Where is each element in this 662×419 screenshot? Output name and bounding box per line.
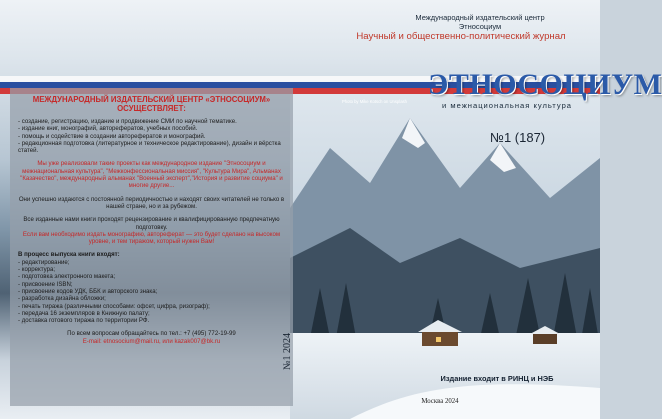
process-heading: В процесс выпуска книги входят: xyxy=(18,251,120,259)
process-item: - подготовка электронного макета; xyxy=(18,273,116,281)
process-item: - печать тиража (различными способами: офсет, цифра, ризограф); xyxy=(18,302,210,310)
process-item: - присвоение кодов УДК, ББК и авторского знака; xyxy=(18,287,158,295)
offer-text: Если вам необходимо издать монографию, автореферат — это будет сделано на высоком уровне, и тем тиражом, который нужен Вам! xyxy=(22,230,281,246)
projects-text: Мы уже реализовали такие проекты как международное издание "Этносоциум и межнациональная культура", "Межконфессиональная миссия", "Культура Мира", Альманах "Казачество", международный альманах "Военный эксперт","История и развитие социума" и многие другие... xyxy=(20,160,283,190)
rinc-notice: Издание входит в РИНЦ и НЭБ xyxy=(440,374,554,383)
process-item: - разработка дизайна обложки; xyxy=(18,295,106,303)
publishing-center: Международный издательский центр Этносоциум xyxy=(415,13,545,31)
service-item: - издание книг, монографий, авторефератов, учебных пособий. xyxy=(18,125,198,133)
journal-logo-subtitle: и межнациональная культура xyxy=(442,101,573,110)
service-item: - редакционная подготовка (литературное и техническое редактирование), дизайн и вёрстка статей. xyxy=(18,139,281,155)
issue-number: №1 (187) xyxy=(490,130,546,145)
process-item: - корректура; xyxy=(18,266,56,274)
review-text: Все изданные нами книги проходят рецензирование и квалифицированную предпечатную подготовку. xyxy=(23,216,280,231)
journal-logo-title: ЭТНОСОЦИУМ xyxy=(428,68,662,101)
process-item: - редактирование; xyxy=(18,258,70,266)
regular-text: Они успешно издаются с постоянной периодичностью и находят своих читателей не только в нашей стране, но и за рубежом. xyxy=(18,195,285,210)
process-item: - присвоение ISBN; xyxy=(18,280,73,288)
info-panel xyxy=(10,88,293,406)
journal-type: Научный и общественно-политический журнал xyxy=(356,31,566,42)
service-item: - помощь и содействие в создании авторефератов и монографий. xyxy=(18,132,206,140)
spine-issue: №1 2024 xyxy=(282,332,293,370)
contact-email: E-mail: etnosocium@mail.ru, или kazak007@bk.ru xyxy=(82,337,221,345)
panel-heading: МЕЖДУНАРОДНЫЙ ИЗДАТЕЛЬСКИЙ ЦЕНТР «ЭТНОСОЦИУМ» ОСУЩЕСТВЛЯЕТ: xyxy=(32,95,271,113)
photo-credit: Photo by Mike Kotsch on Unsplash xyxy=(342,99,407,104)
process-list xyxy=(18,259,285,325)
city-year: Москва 2024 xyxy=(421,398,459,405)
winter-mountain-image xyxy=(290,88,600,419)
process-item: - передача 16 экземпляров в Книжную палату; xyxy=(18,309,150,317)
process-item: - доставка готового тиража по территории РФ. xyxy=(18,317,150,325)
services-list xyxy=(18,118,285,154)
contact-phone: По всем вопросам обращайтесь по тел.: +7 (495) 772-19-99 xyxy=(67,330,236,338)
service-item: - создание, регистрацию, издание и продвижение СМИ по научной тематике. xyxy=(18,118,237,125)
